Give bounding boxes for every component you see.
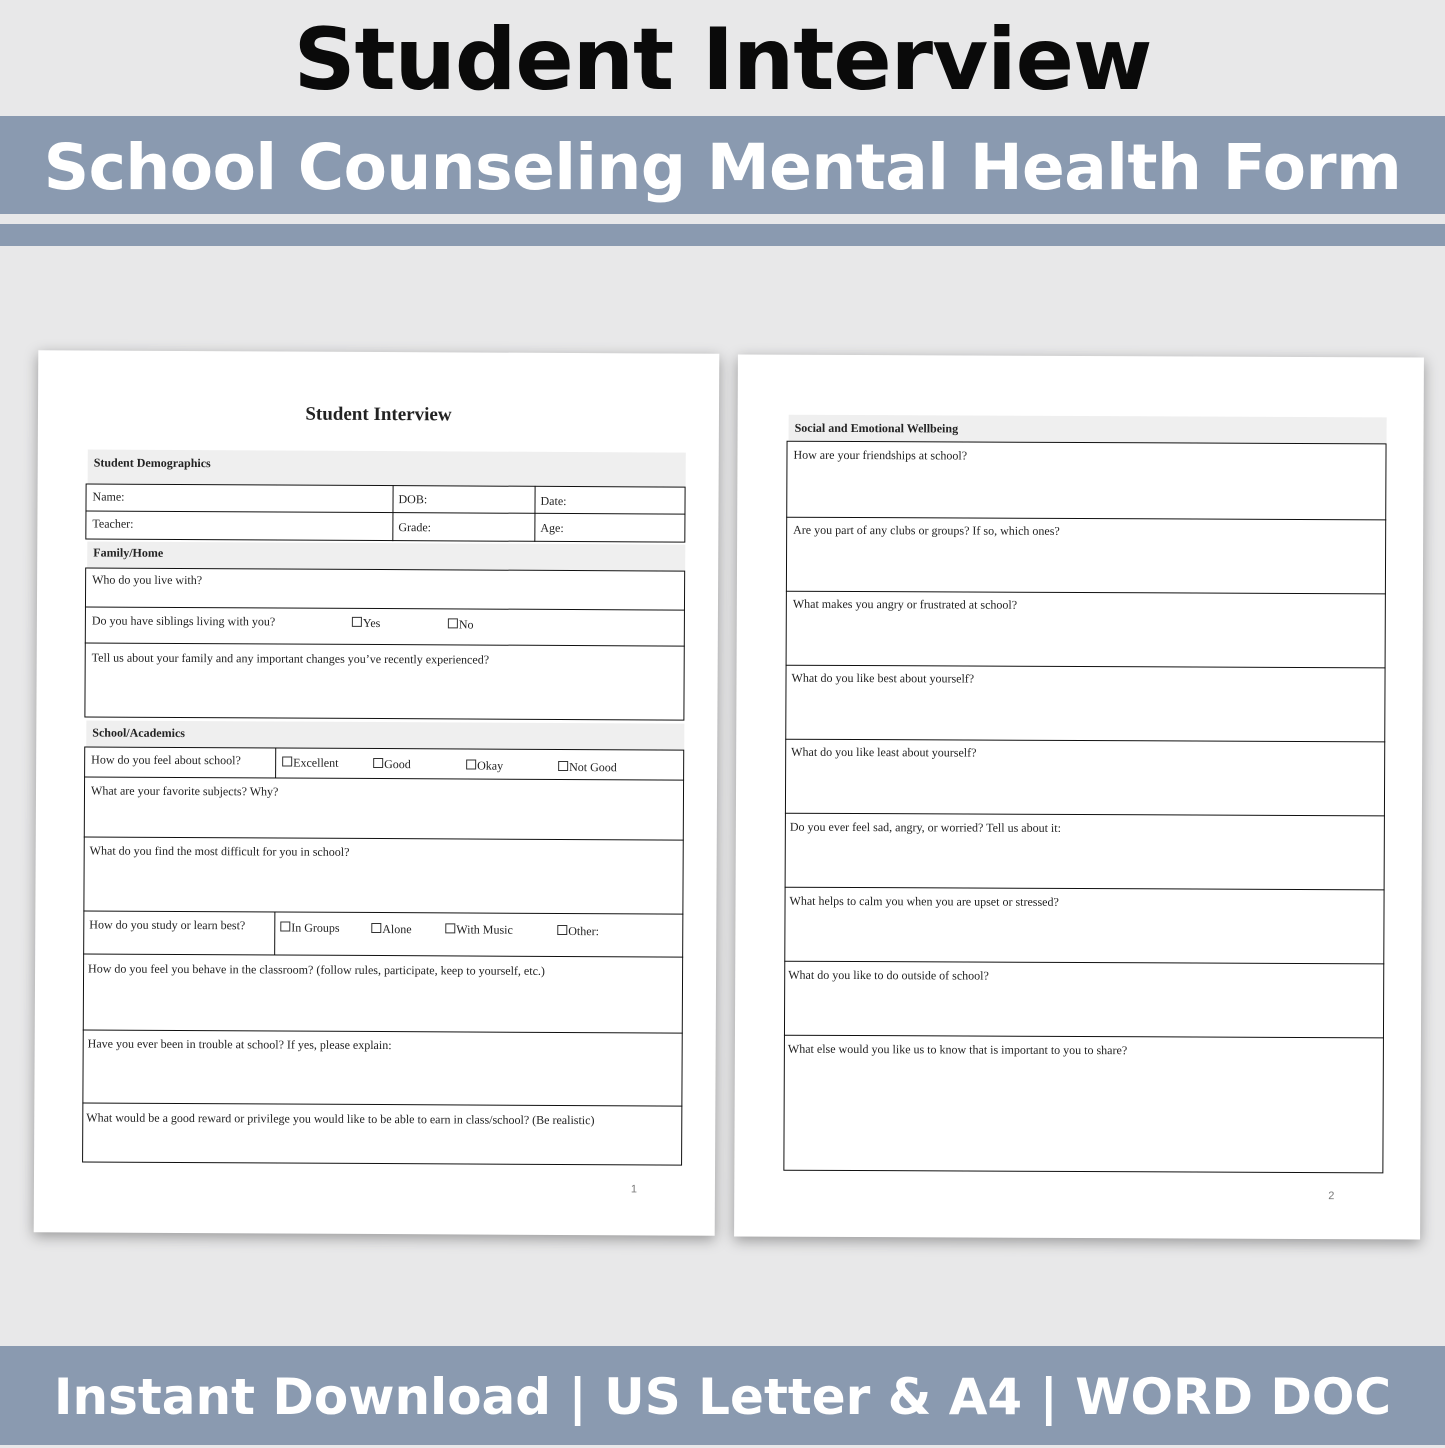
question-trouble-school[interactable]: Have you ever been in trouble at school? If yes, please explain: [87, 1036, 392, 1053]
question-like-best[interactable]: What do you like best about yourself? [791, 670, 975, 686]
name-field[interactable]: Name: [92, 489, 125, 504]
checkbox-no[interactable] [448, 617, 474, 632]
divider [275, 747, 276, 777]
checkbox-in-groups[interactable] [280, 920, 339, 935]
question-clubs-groups[interactable]: Are you part of any clubs or groups? If so, which ones? [793, 522, 1060, 538]
question-like-least[interactable]: What do you like least about yourself? [791, 744, 977, 760]
checkbox-yes[interactable] [352, 616, 381, 631]
checkbox-label: With Music [456, 922, 513, 937]
checkbox-label: Good [384, 757, 411, 772]
section-heading-school: School/Academics [86, 720, 684, 749]
dob-field[interactable]: DOB: [398, 492, 428, 507]
checkbox-label: Okay [477, 758, 504, 773]
checkbox-icon [448, 618, 458, 628]
checkbox-icon [558, 761, 568, 771]
subtitle-banner: School Counseling Mental Health Form [0, 116, 1445, 214]
age-field[interactable]: Age: [540, 520, 564, 535]
checkbox-good[interactable] [373, 757, 411, 772]
checkbox-icon [371, 923, 381, 933]
checkbox-label: No [458, 617, 474, 632]
checkbox-alone[interactable] [371, 922, 411, 937]
wellbeing-table [783, 441, 1386, 1174]
question-anything-else[interactable]: What else would you like us to know that is important to you to share? [787, 1041, 1128, 1058]
checkbox-icon [445, 923, 455, 933]
footer-banner: Instant Download | US Letter & A4 | WORD DOC [0, 1346, 1445, 1445]
checkbox-icon [280, 921, 290, 931]
question-behave-classroom[interactable]: How do you feel you behave in the classroom? (follow rules, participate, keep to yourself, etc.) [88, 961, 545, 978]
checkbox-icon [373, 758, 383, 768]
page-number: 2 [1328, 1190, 1335, 1203]
checkbox-with-music[interactable] [445, 922, 513, 937]
date-field[interactable]: Date: [540, 493, 567, 508]
checkbox-label: Other: [568, 924, 599, 939]
checkbox-icon [557, 925, 567, 935]
question-reward-privilege[interactable]: What would be a good reward or privilege you would like to be able to earn in class/school? (Be realistic) [86, 1110, 595, 1128]
question-feel-school: How do you feel about school? [91, 752, 241, 768]
form-page-1 [34, 350, 720, 1236]
checkbox-okay[interactable] [466, 758, 503, 773]
question-favorite-subjects[interactable]: What are your favorite subjects? Why? [90, 783, 279, 799]
section-heading-family: Family/Home [87, 541, 685, 570]
checkbox-other[interactable] [557, 924, 599, 939]
question-friendships[interactable]: How are your friendships at school? [793, 447, 968, 463]
checkbox-icon [282, 757, 292, 767]
checkbox-label: Alone [382, 922, 412, 937]
form-page-2 [734, 355, 1424, 1240]
question-angry-frustrated[interactable]: What makes you angry or frustrated at school? [792, 596, 1018, 612]
question-live-with[interactable]: Who do you live with? [92, 572, 203, 588]
checkbox-label: Excellent [293, 755, 339, 770]
question-sad-angry-worried[interactable]: Do you ever feel sad, angry, or worried? Tell us about it: [789, 819, 1061, 835]
section-heading-demographics: Student Demographics [88, 449, 686, 486]
hero-title: Student Interview [293, 10, 1152, 110]
page-number: 1 [630, 1183, 638, 1196]
question-most-difficult[interactable]: What do you find the most difficult for you in school? [89, 843, 350, 859]
checkbox-label: Not Good [569, 760, 617, 775]
checkbox-icon [466, 759, 476, 769]
checkbox-excellent[interactable] [282, 756, 338, 771]
question-siblings: Do you have siblings living with you? [91, 613, 276, 629]
document-title: Student Interview [305, 403, 452, 426]
checkbox-icon [352, 617, 362, 627]
question-outside-school[interactable]: What do you like to do outside of school? [788, 967, 989, 983]
checkbox-label: In Groups [291, 920, 340, 935]
question-calm-when-upset[interactable]: What helps to calm you when you are upset or stressed? [789, 893, 1059, 909]
checkbox-not-good[interactable] [558, 760, 617, 775]
question-study-best: How do you study or learn best? [89, 917, 246, 933]
grade-field[interactable]: Grade: [398, 520, 432, 535]
teacher-field[interactable]: Teacher: [92, 516, 134, 531]
banner-stripe [0, 224, 1445, 246]
section-heading-social-emotional: Social and Emotional Wellbeing [789, 415, 1387, 444]
question-family-changes[interactable]: Tell us about your family and any important changes you’ve recently experienced? [91, 650, 490, 667]
checkbox-label: Yes [362, 615, 381, 631]
